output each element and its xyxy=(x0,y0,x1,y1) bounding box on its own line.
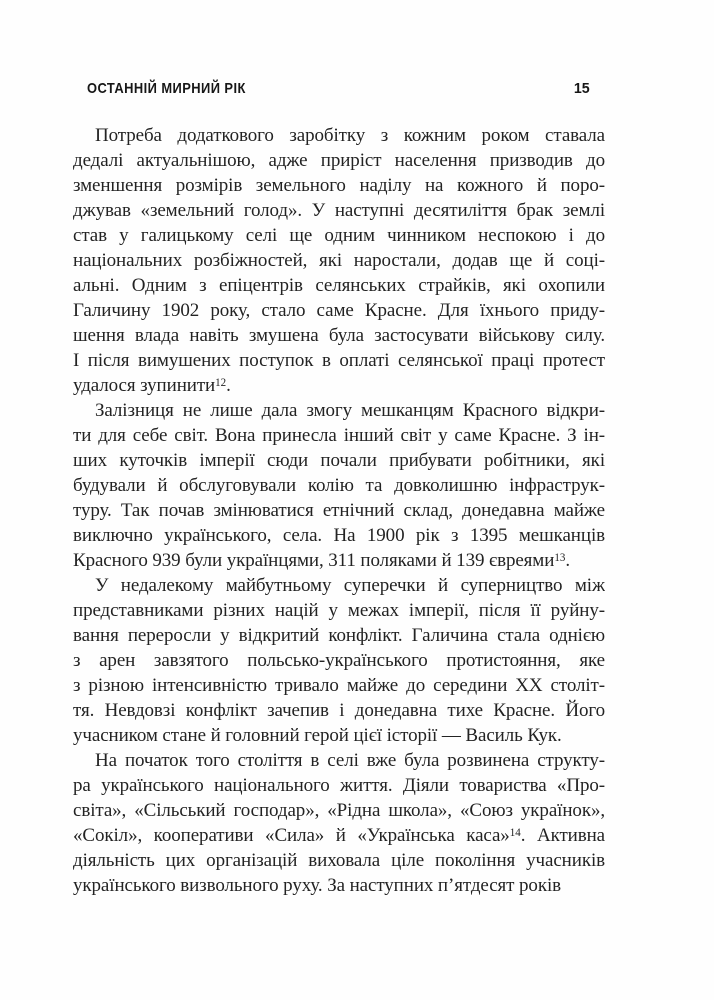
footnote-ref-12: 12 xyxy=(215,377,227,390)
body-line: вання переросли у відкритий конфлікт. Галичина стала однією xyxy=(73,625,605,646)
body-line: шення влада навіть змушена була застосувати військову силу. xyxy=(73,325,605,346)
body-line: українського визвольного руху. За наступних п’ятдесят років xyxy=(73,875,561,896)
body-line: альні. Одним з епіцентрів селянських страйків, які охопили xyxy=(73,275,605,296)
body-line: На початок того століття в селі вже була розвинена структу- xyxy=(95,750,605,771)
running-head xyxy=(87,80,590,97)
body-line: ти для себе світ. Вона принесла інший світ у саме Красне. З ін- xyxy=(73,425,605,446)
body-line: джував «земельний голод». У наступні десятиліття брак землі xyxy=(73,200,605,221)
footnote-ref-13: 13 xyxy=(554,552,566,565)
body-line: І після вимушених поступок в оплаті селянської праці протест xyxy=(73,350,605,371)
running-head-title: ОСТАННІЙ МИРНИЙ РІК xyxy=(87,80,246,97)
body-line: ра українського національного життя. Діяли товариства «Про- xyxy=(73,775,605,796)
body-line: ших куточків імперії сюди почали прибувати робітники, які xyxy=(73,450,605,471)
body-line: представниками різних націй у межах імперії, після її руйну- xyxy=(73,600,605,621)
body-line: учасником стане й головний герой цієї історії — Василь Кук. xyxy=(73,725,562,746)
body-line: зменшення розмірів земельного наділу на кожного й поро- xyxy=(73,175,605,196)
body-line: Красного 939 були українцями, 311 поляками й 139 євреями$^{13}$. xyxy=(73,550,570,571)
body-line: будували й обслуговували колію та довколишню інфраструк- xyxy=(73,475,605,496)
body-line: діяльність цих організацій виховала ціле покоління учасників xyxy=(73,850,605,871)
body-line: удалося зупинити$^{12}$. xyxy=(73,375,231,396)
body-line: з арен завзятого польсько-українського протистояння, яке xyxy=(73,650,605,671)
body-line: туру. Так почав змінюватися етнічний склад, донедавна майже xyxy=(73,500,605,521)
body-line: дедалі актуальнішою, адже приріст населення призводив до xyxy=(73,150,605,171)
body-line: Галичину 1902 року, стало саме Красне. Для їхнього приду- xyxy=(73,300,605,321)
body-line: У недалекому майбутньому суперечки й суперництво між xyxy=(95,575,605,596)
body-line: національних розбіжностей, які наростали, додав ще й соці- xyxy=(73,250,605,271)
footnote-ref-14: 14 xyxy=(509,827,521,840)
body-line: Залізниця не лише дала змогу мешканцям Красного відкри- xyxy=(95,400,605,421)
body-line: виключно українського, села. На 1900 рік з 1395 мешканців xyxy=(73,525,605,546)
body-line: з різною інтенсивністю тривало майже до середини XX століт- xyxy=(73,675,605,696)
text-block xyxy=(73,123,605,898)
body-line: тя. Невдовзі конфлікт зачепив і донедавна тихе Красне. Його xyxy=(73,700,605,721)
body-line: Потреба додаткового заробітку з кожним роком ставала xyxy=(95,125,605,146)
body-line: «Сокіл», кооперативи «Сила» й «Українська каса»$^{14}$. Активна xyxy=(73,825,605,846)
body-line: став у галицькому селі ще одним чинником неспокою і до xyxy=(73,225,605,246)
body-line: світа», «Сільський господар», «Рідна школа», «Союз українок», xyxy=(73,800,605,821)
page-number: 15 xyxy=(574,80,590,97)
